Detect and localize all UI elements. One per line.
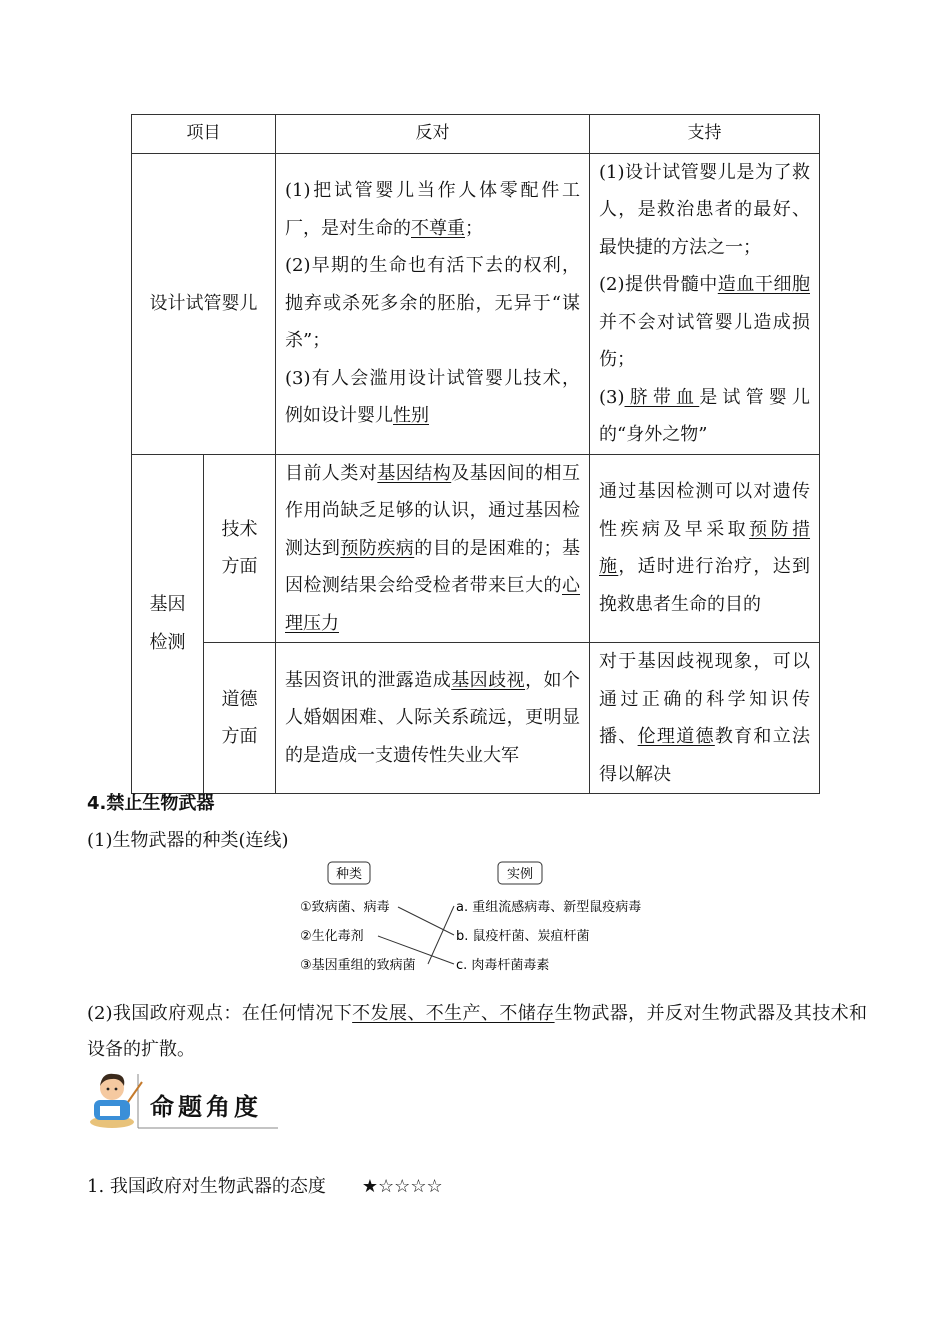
question-text: 1. 我国政府对生物武器的态度 <box>87 1176 326 1197</box>
left-item-2: ②生化毒剂 <box>300 929 364 944</box>
right-item-c: c. 肉毒杆菌毒素 <box>456 958 550 973</box>
connector-3-a <box>428 906 454 964</box>
designer-baby-support: (1)设计试管婴儿是为了救人，是救治患者的最好、最快捷的方法之一； (2)提供骨髓中造血干细胞并不会对试管婴儿造成损伤； (3)脐带血是试管婴儿的“身外之物” <box>590 153 820 454</box>
sublabel-ethical: 道德方面 <box>204 643 276 794</box>
subsection-title: (1)生物武器的种类(连线) <box>87 830 289 851</box>
header-oppose: 反对 <box>276 115 590 154</box>
header-item: 项目 <box>132 115 276 154</box>
difficulty-stars: ★☆☆☆☆ <box>361 1176 443 1197</box>
right-item-a: a. 重组流感病毒、新型鼠疫病毒 <box>456 900 642 915</box>
connector-1-b <box>398 907 454 935</box>
table-row <box>132 643 820 794</box>
ethical-support: 对于基因歧视现象，可以通过正确的科学知识传播、伦理道德教育和立法得以解决 <box>590 643 820 794</box>
question-1 <box>87 1172 443 1198</box>
row-label-gene-testing: 基因检测 <box>132 454 204 794</box>
left-item-1: ①致病菌、病毒 <box>300 900 390 915</box>
left-item-3: ③基因重组的致病菌 <box>300 958 416 973</box>
table-header-row <box>132 115 820 154</box>
row-label-designer-baby: 设计试管婴儿 <box>132 153 276 454</box>
ethical-oppose: 基因资讯的泄露造成基因歧视，如个人婚姻困难、人际关系疏远，更明显的是造成一支遗传性失业大军 <box>276 643 590 794</box>
right-header: 实例 <box>506 867 534 882</box>
left-header: 种类 <box>335 867 363 882</box>
technical-oppose: 目前人类对基因结构及基因间的相互作用尚缺乏足够的认识，通过基因检测达到预防疾病的目的是困难的；基因检测结果会给受检者带来巨大的心理压力 <box>276 454 590 643</box>
right-item-b: b. 鼠疫杆菌、炭疽杆菌 <box>456 929 590 944</box>
section-title: 4.禁止生物武器 <box>87 793 215 814</box>
table-row <box>132 454 820 643</box>
designer-baby-oppose: (1)把试管婴儿当作人体零配件工厂，是对生命的不尊重； (2)早期的生命也有活下去的权利，抛弃或杀死多余的胚胎，无异于“谋杀”； (3)有人会滥用设计试管婴儿技术，例如设计婴儿性别 <box>276 153 590 454</box>
header-support: 支持 <box>590 115 820 154</box>
table-row <box>132 153 820 454</box>
banner-title: 命题角度 <box>150 1093 262 1121</box>
sublabel-technical: 技术方面 <box>204 454 276 643</box>
matching-diagram <box>296 858 666 976</box>
technical-support: 通过基因检测可以对遗传性疾病及早采取预防措施，适时进行治疗，达到挽救患者生命的目的 <box>590 454 820 643</box>
government-stance-paragraph: (2)我国政府观点：在任何情况下不发展、不生产、不储存生物武器，并反对生物武器及其技术和设备的扩散。 <box>87 1003 868 1060</box>
comparison-table <box>131 114 820 794</box>
